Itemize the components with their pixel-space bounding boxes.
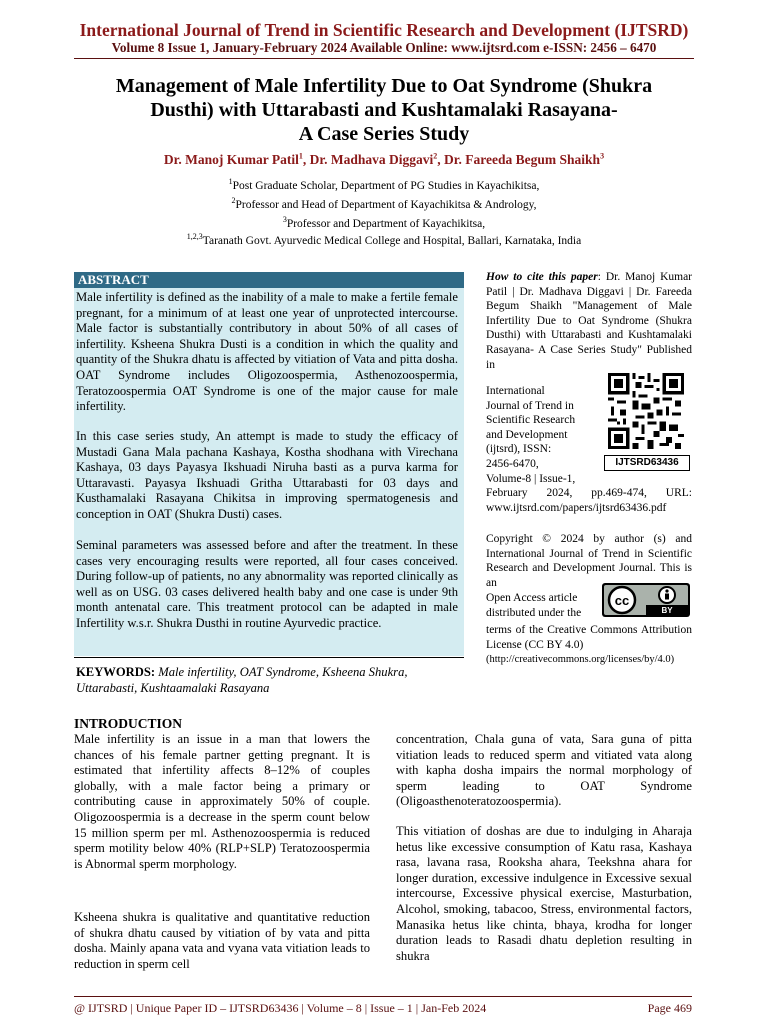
copyright-narrow-block — [486, 591, 598, 620]
title-line-1: Management of Male Infertility Due to Oat Syndrome (Shukra — [115, 75, 653, 97]
qr-paper-id: IJTSRD63436 — [604, 455, 690, 471]
how-to-cite — [486, 270, 692, 372]
abstract-paragraph-3: Seminal parameters was assessed before and after the treatment. In these cases very encouraging results were reported, all four cases conceived. During follow-up of patients, no any abnormality was reported clinically as well as on USG. 03 cases delivered health baby and one case is under 9th month antenatal care. This treatment protocol can be adapted in male Infertility w.s.r. Shukra Dusthi in routine Ayurvedic practice. — [76, 538, 458, 630]
page-number: Page 469 — [647, 1001, 692, 1015]
volume-line: Volume 8 Issue 1, January-February 2024 Available Online: www.ijtsrd.com e-ISSN: 2456 – 6470 — [111, 40, 657, 55]
affiliation-2-sup: 2 — [231, 196, 236, 206]
affiliation-4-text: Taranath Govt. Ayurvedic Medical College and Hospital, Ballari, Karnataka, India — [202, 235, 582, 247]
copyright-narrow-line: Open Access article — [486, 592, 578, 604]
cite-narrow-line: 2456-6470, — [486, 457, 539, 470]
cite-narrow-line: and Development — [486, 428, 568, 441]
abstract-heading: ABSTRACT — [74, 272, 464, 288]
copyright-license-url: (http://creativecommons.org/licenses/by/4.0) — [486, 654, 675, 665]
copyright-text-2: terms of the Creative Commons Attribution License (CC BY 4.0) — [486, 624, 692, 651]
author-3-sup: 3 — [600, 151, 605, 161]
affiliation-1-sup: 1 — [228, 177, 233, 187]
title-line-3: A Case Series Study — [298, 123, 470, 145]
cite-narrow-line: Scientific Research — [486, 414, 576, 427]
cc-badge-label: BY — [661, 606, 673, 615]
cite-narrow-line: International — [486, 385, 545, 397]
copyright-narrow-line: distributed under the — [486, 606, 582, 619]
author-2-sup: 2 — [433, 151, 438, 161]
cite-narrow-line: Journal of Trend in — [486, 399, 574, 412]
keywords-text: Male infertility, OAT Syndrome, Ksheena Shukra, Uttarabasti, Kushtaamalaki Rasayana — [76, 665, 408, 695]
intro-left-paragraph-1: Male infertility is an issue in a man that lowers the chances of his female partner getting pregnant. It is estimated that infertility affects 8–12% of couples globally, with a male factor being a primary or contributing cause in approximately 50% of couple. Oligozoospermia is a decrease in the sperm count below 15 million sperm per ml. Asthenozoospermia is reduced sperm motility below 40% (RLP+SLP) Teratozoospermia is Abnormal sperm morphology. — [74, 732, 370, 871]
paper-title — [60, 74, 708, 146]
abstract-bottom-rule — [74, 657, 464, 658]
abstract-paragraph-1: Male infertility is defined as the inability of a male to make a fertile female pregnant, for a minimum of at least one year of unprotected intercourse. Male factor is substantially contributory in about 50% of all cases of infertility. Ksheena Shukra Dusti is a condition in which the quality and quantity of the Shukra dhatu is affected by vitiation of Vata and pitta dosha. OAT Syndrome includes Oligozoospermia, Asthenozoospermia, Teratozoospermia OAT Syndrome is one of the major cause for male infertility. — [76, 290, 458, 414]
qr-code-icon — [608, 372, 684, 450]
affiliation-3-text: Professor and Department of Kayachikitsa, — [286, 218, 486, 230]
copyright-text-1: Copyright © 2024 by author (s) and International Journal of Trend in Scientific Research and Development Journal. This is an — [486, 533, 692, 589]
author-list — [0, 152, 768, 168]
cite-tail: February 2024, pp.469-474, URL: www.ijtsrd.com/papers/ijtsrd63436.pdf — [486, 487, 692, 514]
affiliation-4-sup: 1,2,3 — [186, 232, 203, 242]
title-line-2: Dusthi) with Uttarabasti and Kushtamalaki Rasayana- — [150, 99, 618, 121]
keywords-label: KEYWORDS: — [76, 665, 156, 679]
author-1-sup: 1 — [298, 151, 303, 161]
keywords — [76, 665, 464, 697]
journal-name: International Journal of Trend in Scientific Research and Development (IJTSRD) — [79, 20, 689, 40]
introduction-heading: INTRODUCTION — [74, 716, 183, 731]
affiliation-3-sup: 3 — [282, 215, 287, 225]
cite-label: How to cite this paper — [486, 271, 598, 283]
intro-right-paragraph-1: concentration, Chala guna of vata, Sara guna of pitta vitiation leads to reduced sperm and vitiated vata along with kapha dosha impairs the normal morphology of sperm leading to OAT Syndrome (Oligoasthenoteratozoospermia). — [396, 732, 692, 809]
intro-right-paragraph-2: This vitiation of doshas are due to indulging in Aharaja hetus like excessive consumption of Katu rasa, Kashaya rasa, lavana rasa, Rooksha ahara, Teekshna ahara for longer duration, excessive indulgence in Excessive sexual intercourse, Excessive physical exercise, Masturbation, Alcohol, smoking, tabacoo, Stress, environmental factors, Manasika hetus like chinta, bhaya, krodha for longer duration leads to Rasadi dhatu depletion resulting in shukra — [396, 824, 692, 963]
cite-narrow-line: Volume-8 | Issue-1, — [486, 472, 576, 485]
footer-info: @ IJTSRD | Unique Paper ID – IJTSRD63436 | Volume – 8 | Issue – 1 | Jan-Feb 2024 — [74, 1001, 487, 1015]
cite-narrow-block — [486, 384, 598, 486]
svg-text:cc: cc — [614, 593, 630, 608]
author-2: , Dr. Madhava Diggavi — [302, 152, 434, 167]
footer-rule — [74, 996, 692, 997]
affiliation-2-text: Professor and Head of Department of Kayachikitsa & Andrology, — [235, 199, 537, 211]
affiliation-2 — [0, 196, 768, 211]
affiliation-4 — [0, 232, 768, 247]
cite-narrow-line: (ijtsrd), ISSN: — [486, 443, 552, 456]
creative-commons-by-icon — [602, 583, 690, 617]
abstract-paragraph-2: In this case series study, An attempt is made to study the efficacy of Mustadi Gana Mala pachana Kashaya, Kostha shodhana with Virechana Kashaya, 03 days Payasya Ikshuadi Niruha basti as a purva karma for Uttaravasti. Payasya Ikshuadi Gritha Uttarabasti for 03 days and Kusthamalaki Rasayana Chikitsa in improving spermatogenesis and conception in OAT (Shukra Dusti) cases. — [76, 429, 458, 521]
author-3: , Dr. Fareeda Begum Shaikh — [437, 152, 601, 167]
header-rule — [74, 58, 694, 59]
affiliation-1 — [0, 177, 768, 192]
cite-text: : Dr. Manoj Kumar Patil | Dr. Madhava Diggavi | Dr. Fareeda Begum Shaikh "Management of Male Infertility Due to Oat Syndrome (Shukra Dusthi) with Uttarabasti and Kushtamalaki Rasayana- A Case Series Study" Published in — [486, 271, 693, 371]
author-1: Dr. Manoj Kumar Patil — [163, 152, 299, 167]
affiliation-1-text: Post Graduate Scholar, Department of PG Studies in Kayachikitsa, — [232, 180, 540, 192]
intro-left-paragraph-2: Ksheena shukra is qualitative and quantitative reduction of shukra dhatu caused by vitiation of by vata and pitta dosha. Mainly apana vata and vyana vata vitiation leads to reduction in sperm cell — [74, 910, 370, 971]
affiliation-3 — [0, 215, 768, 230]
